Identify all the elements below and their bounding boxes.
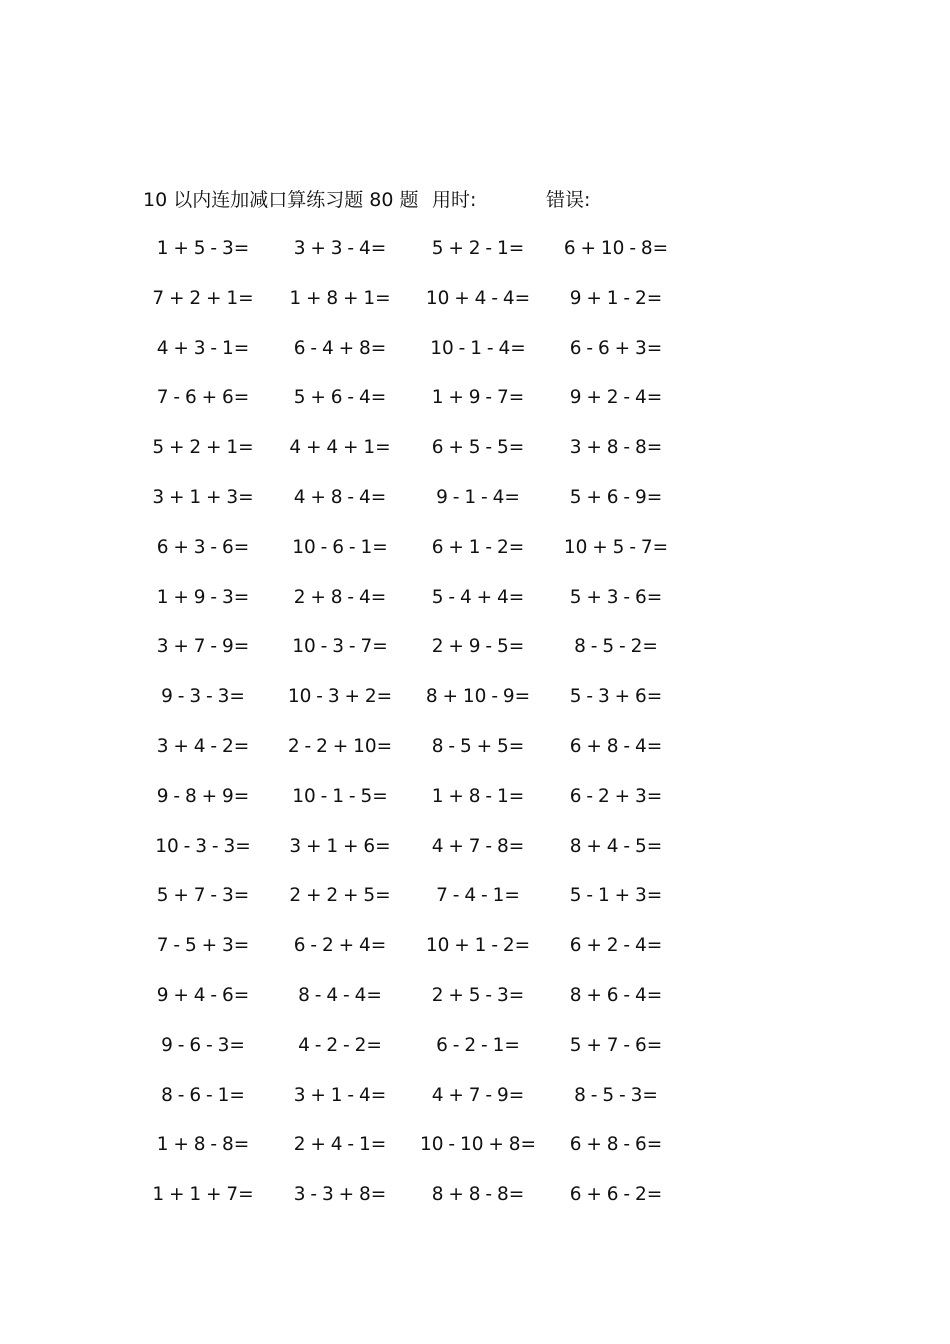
problem-item: 6 - 2 + 4= [293,935,387,957]
problem-item: 3 + 1 + 3= [152,486,254,508]
problem-row [0,634,950,684]
problem-row [0,535,950,585]
worksheet-title: 10 以内连加减口算练习题 80 题 [143,189,419,211]
problem-item: 10 - 3 + 2= [287,686,393,708]
problem-row [0,1182,950,1232]
problem-item: 10 + 1 - 2= [425,935,531,957]
problem-item: 6 + 6 - 2= [569,1184,663,1206]
problem-item: 9 + 4 - 6= [156,984,250,1006]
problem-item: 10 + 5 - 7= [563,536,669,558]
problem-item: 9 - 8 + 9= [156,785,250,807]
problem-row [0,834,950,884]
problem-item: 8 + 6 - 4= [569,984,663,1006]
problem-item: 3 - 3 + 8= [293,1184,387,1206]
problem-item: 4 + 4 + 1= [289,437,391,459]
problem-row [0,336,950,386]
problem-item: 8 + 10 - 9= [425,686,531,708]
problem-item: 6 + 8 - 6= [569,1134,663,1156]
problem-item: 8 - 5 + 5= [431,735,525,757]
problem-row [0,883,950,933]
problem-item: 8 + 8 - 8= [431,1184,525,1206]
problem-item: 5 + 3 - 6= [569,586,663,608]
problem-item: 5 + 6 - 4= [293,387,387,409]
problem-item: 5 - 4 + 4= [431,586,525,608]
problem-item: 1 + 8 - 8= [156,1134,250,1156]
problem-item: 1 + 9 - 3= [156,586,250,608]
problem-item: 1 + 1 + 7= [152,1184,254,1206]
problem-item: 8 - 4 - 4= [298,984,382,1006]
problem-item: 6 + 8 - 4= [569,735,663,757]
problem-row [0,1132,950,1182]
problem-row [0,485,950,535]
problem-item: 5 + 6 - 9= [569,486,663,508]
problem-item: 10 - 3 - 7= [292,636,388,658]
problem-item: 10 - 1 - 5= [292,785,388,807]
problem-item: 3 + 3 - 4= [293,238,387,259]
problem-item: 4 + 3 - 1= [156,337,250,359]
problem-item: 6 - 6 + 3= [569,337,663,359]
problem-item: 2 + 4 - 1= [293,1134,387,1156]
problem-item: 8 - 5 - 3= [574,1084,658,1106]
problem-item: 2 + 2 + 5= [289,885,391,907]
problem-item: 5 + 2 + 1= [152,437,254,459]
problem-item: 9 - 3 - 3= [161,686,245,708]
problem-item: 5 + 2 - 1= [431,238,525,259]
problem-item: 6 + 3 - 6= [156,536,250,558]
problem-item: 6 + 1 - 2= [431,536,525,558]
problem-item: 3 + 4 - 2= [156,735,250,757]
problem-item: 1 + 8 + 1= [289,287,391,309]
problem-item: 3 + 8 - 8= [569,437,663,459]
problem-item: 10 - 3 - 3= [155,835,251,857]
problem-row [0,684,950,734]
problem-item: 2 + 9 - 5= [431,636,525,658]
problem-item: 8 - 5 - 2= [574,636,658,658]
problem-item: 10 - 6 - 1= [292,536,388,558]
problem-item: 6 + 2 - 4= [569,935,663,957]
problem-item: 3 + 1 - 4= [293,1084,387,1106]
problem-item: 6 - 2 + 3= [569,785,663,807]
problem-item: 6 + 10 - 8= [563,238,669,259]
problem-item: 6 + 5 - 5= [431,437,525,459]
problem-item: 2 + 8 - 4= [293,586,387,608]
problem-item: 1 + 8 - 1= [431,785,525,807]
problem-item: 2 + 5 - 3= [431,984,525,1006]
problem-row [0,385,950,435]
problem-item: 4 + 8 - 4= [293,486,387,508]
problem-item: 5 + 7 - 6= [569,1034,663,1056]
problem-item: 9 - 1 - 4= [436,486,520,508]
problem-item: 3 + 7 - 9= [156,636,250,658]
problem-item: 4 + 7 - 9= [431,1084,525,1106]
problem-row [0,734,950,784]
problem-item: 9 + 2 - 4= [569,387,663,409]
problem-item: 4 - 2 - 2= [298,1034,382,1056]
problem-item: 10 + 4 - 4= [425,287,531,309]
problem-item: 8 - 6 - 1= [161,1084,245,1106]
problem-item: 6 - 2 - 1= [436,1034,520,1056]
problem-item: 10 - 1 - 4= [430,337,526,359]
problem-item: 2 - 2 + 10= [287,735,393,757]
problem-row [0,983,950,1033]
problem-item: 1 + 5 - 3= [156,238,250,259]
problem-item: 7 - 4 - 1= [436,885,520,907]
problem-item: 5 + 7 - 3= [156,885,250,907]
problem-row [0,784,950,834]
problem-item: 4 + 7 - 8= [431,835,525,857]
problem-row [0,1033,950,1083]
problem-item: 8 + 4 - 5= [569,835,663,857]
problem-item: 1 + 9 - 7= [431,387,525,409]
problem-item: 9 - 6 - 3= [161,1034,245,1056]
problem-row [0,286,950,336]
problem-row [0,585,950,635]
problem-row [0,435,950,485]
problem-row [0,1083,950,1133]
problem-row [0,933,950,983]
problem-grid [0,236,950,1232]
problem-item: 10 - 10 + 8= [419,1134,537,1156]
problem-row [0,236,950,286]
problem-item: 7 - 5 + 3= [156,935,250,957]
time-used-label: 用时: [432,189,477,211]
problem-item: 7 - 6 + 6= [156,387,250,409]
problem-item: 7 + 2 + 1= [152,287,254,309]
problem-item: 5 - 1 + 3= [569,885,663,907]
problem-item: 3 + 1 + 6= [289,835,391,857]
errors-label: 错误: [546,189,591,211]
problem-item: 9 + 1 - 2= [569,287,663,309]
problem-item: 5 - 3 + 6= [569,686,663,708]
problem-item: 6 - 4 + 8= [293,337,387,359]
